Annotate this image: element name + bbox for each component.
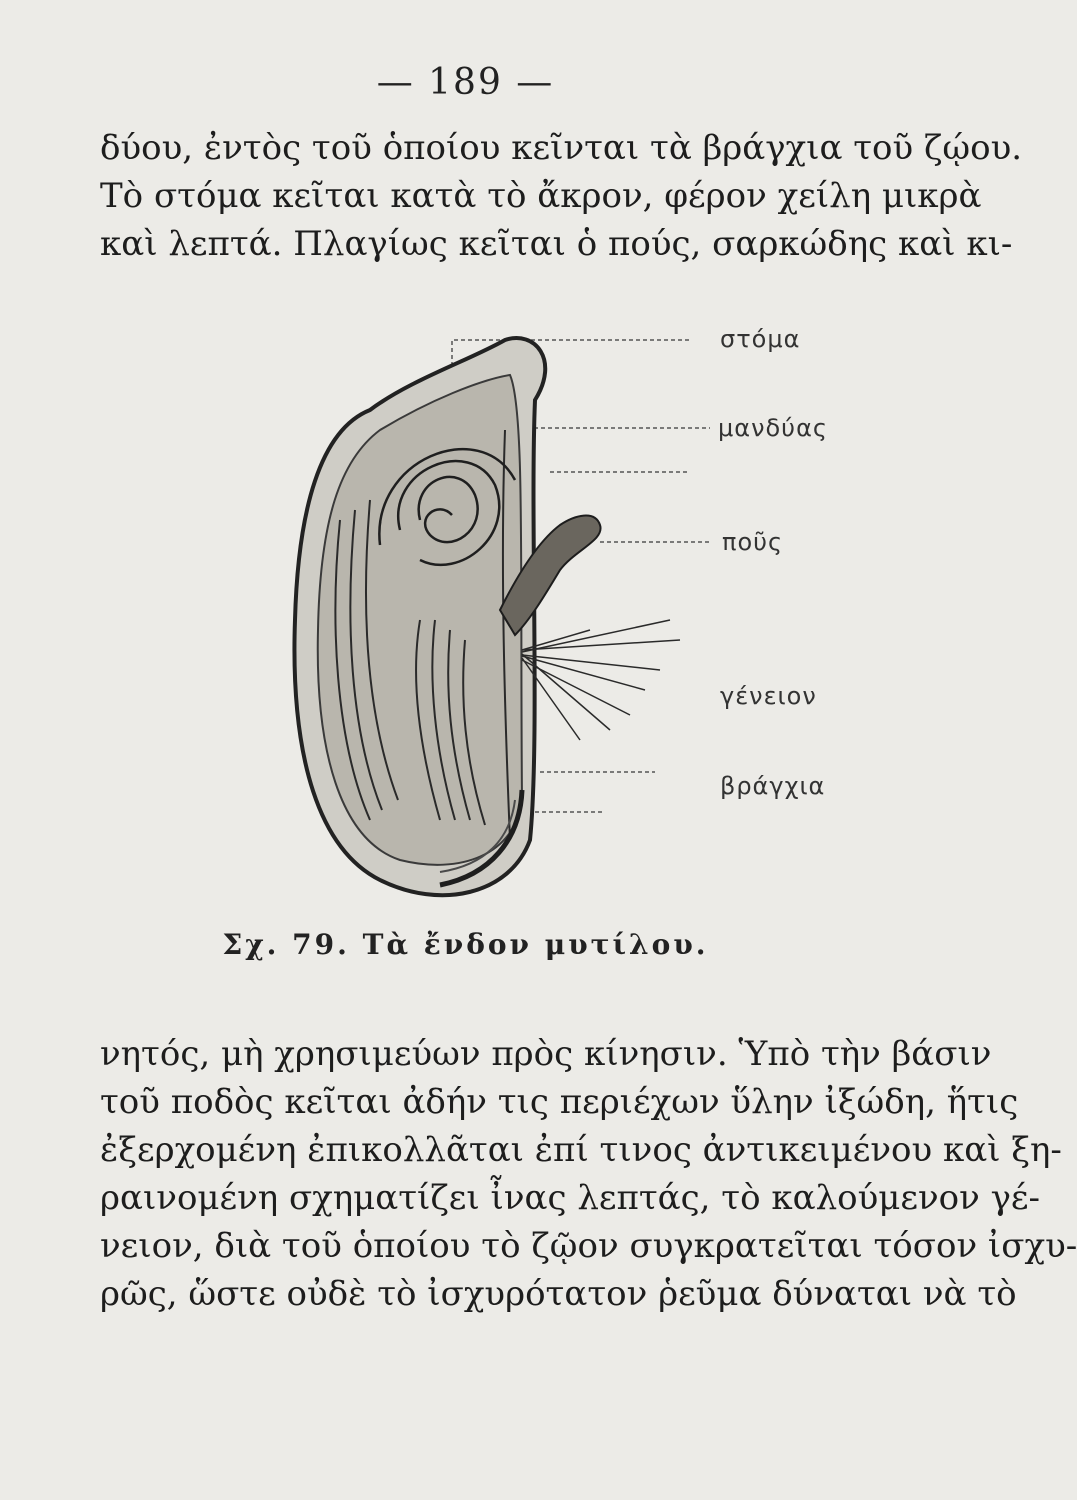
- page-number: — 189 —: [376, 62, 555, 103]
- text-line: ραινομένη σχηματίζει ἶνας λεπτάς, τὸ καλούμενον γέ-: [100, 1178, 1041, 1218]
- mussel-illustration: [260, 320, 900, 920]
- text-line: δύου, ἐντὸς τοῦ ὁποίου κεῖνται τὰ βράγχια τοῦ ζῴου.: [100, 128, 1023, 168]
- text-line: καὶ λεπτά. Πλαγίως κεῖται ὁ πούς, σαρκώδης καὶ κι-: [100, 224, 1013, 264]
- text-line: νειον, διὰ τοῦ ὁποίου τὸ ζῷον συγκρατεῖται τόσον ἰσχυ-: [100, 1226, 1077, 1266]
- figure-caption: Σχ. 79. Τὰ ἔνδον μυτίλου.: [222, 928, 709, 961]
- label-gills: βράγχια: [720, 772, 826, 800]
- label-mouth: στόμα: [720, 325, 801, 353]
- top-paragraph: [100, 124, 1023, 268]
- text-line: τοῦ ποδὸς κεῖται ἀδήν τις περιέχων ὕλην ἰξώδη, ἥτις: [100, 1082, 1019, 1122]
- label-mantle: μανδύας: [718, 414, 828, 442]
- text-line: νητός, μὴ χρησιμεύων πρὸς κίνησιν. Ὑπὸ τὴν βάσιν: [100, 1034, 992, 1074]
- label-foot: ποῦς: [722, 528, 784, 556]
- label-byssus: γένειον: [720, 682, 817, 710]
- mussel-figure: [260, 320, 900, 920]
- text-line: Τὸ στόμα κεῖται κατὰ τὸ ἄκρον, φέρον χείλη μικρὰ: [100, 176, 982, 216]
- bottom-paragraph: [100, 1030, 1077, 1318]
- text-line: ρῶς, ὥστε οὐδὲ τὸ ἰσχυρότατον ῥεῦμα δύναται νὰ τὸ: [100, 1274, 1017, 1314]
- text-line: ἐξερχομένη ἐπικολλᾶται ἐπί τινος ἀντικειμένου καὶ ξη-: [100, 1130, 1062, 1170]
